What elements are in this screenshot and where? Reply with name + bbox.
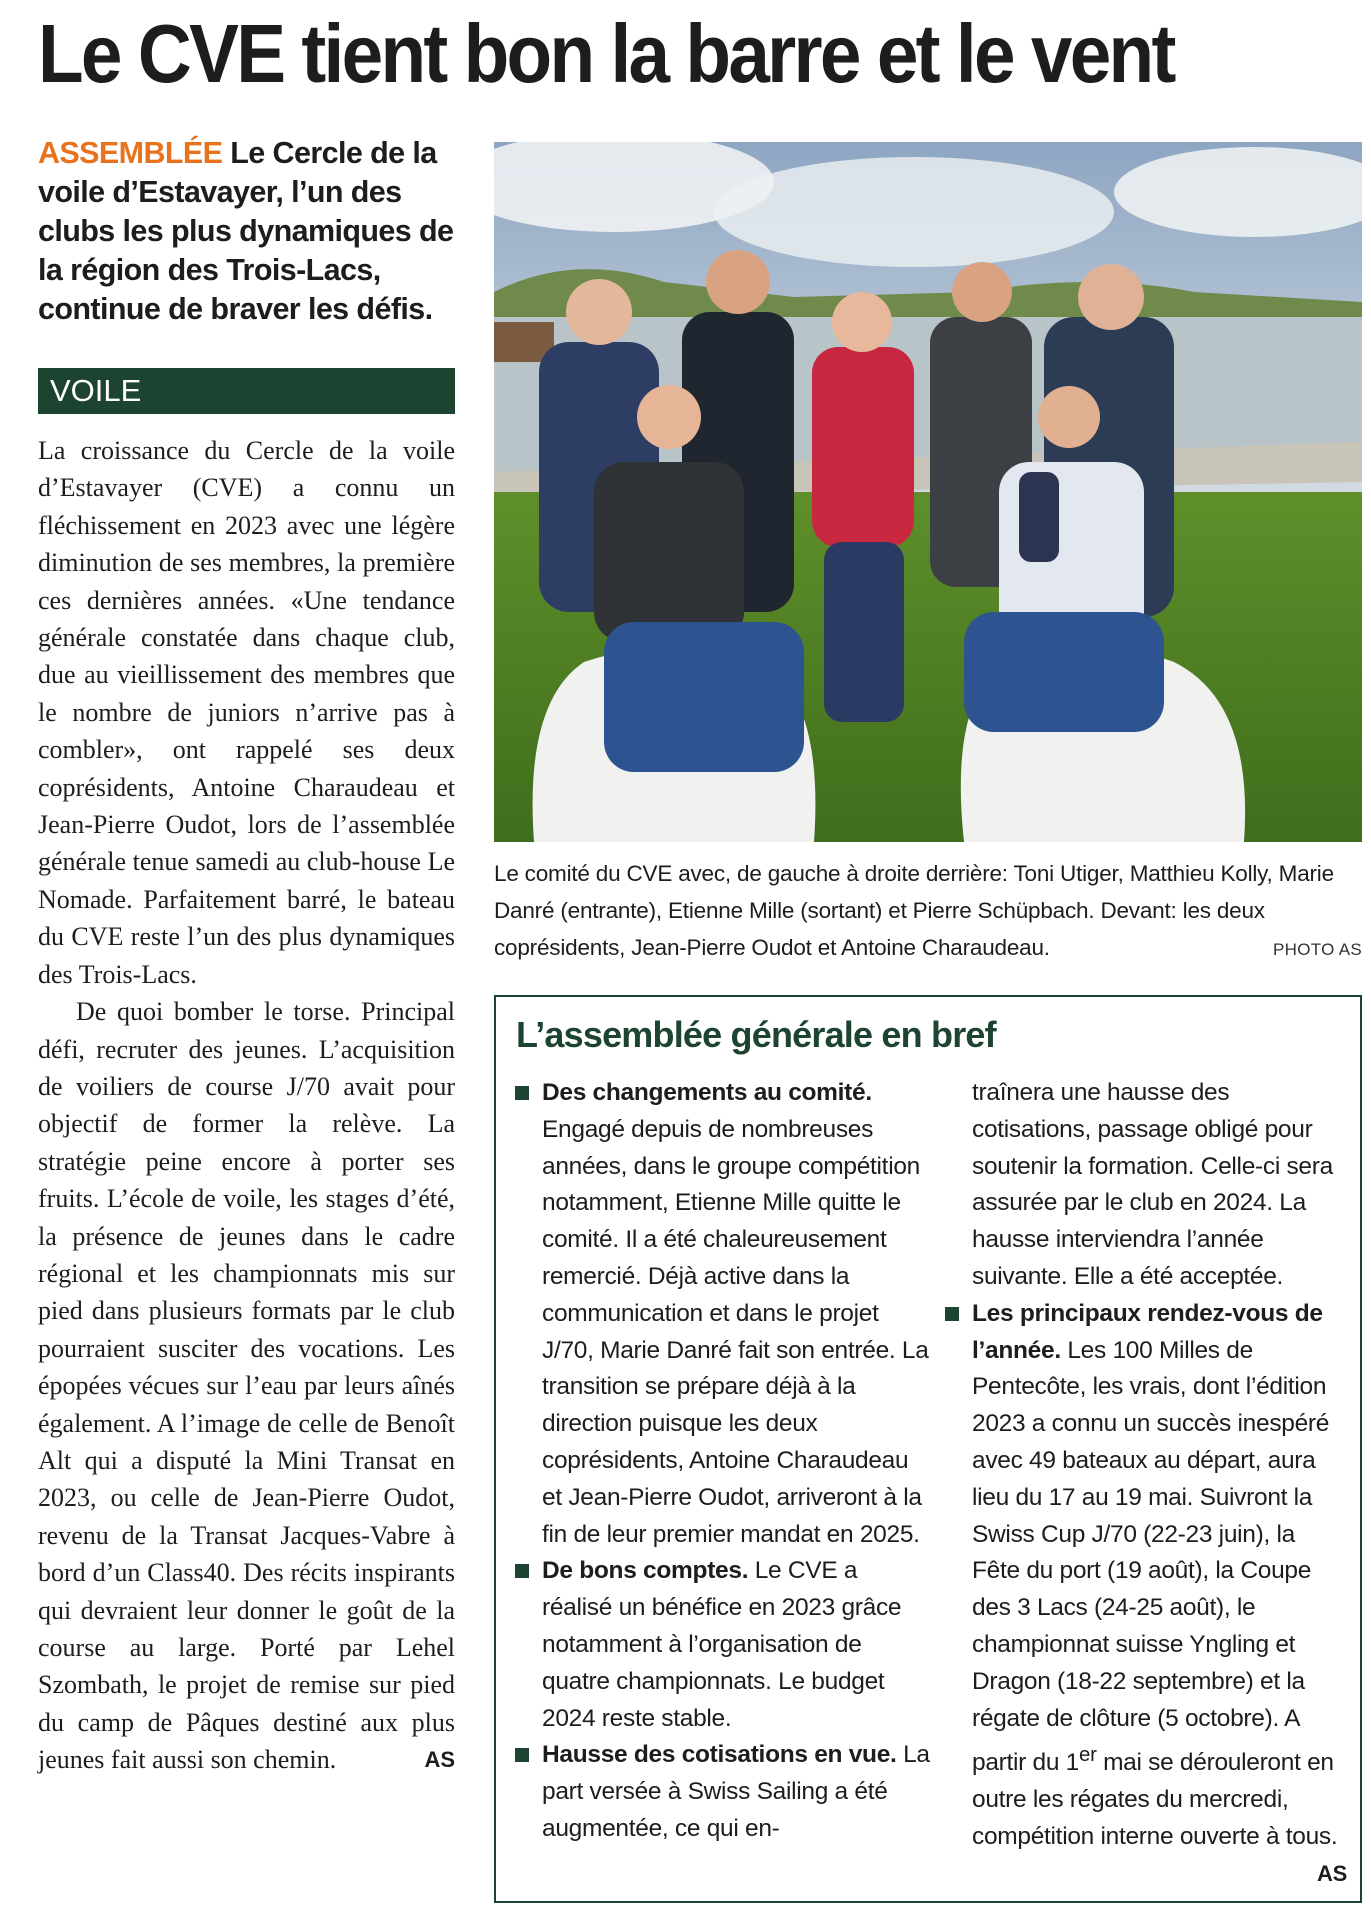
square-bullet-icon bbox=[945, 1307, 959, 1321]
paragraph-1: La croissance du Cercle de la voile d’Estavayer (CVE) a connu un fléchissement en 2023 avec une légère diminution de ses membres, la première ces dernières années. «Une tendance générale constatée dans chaque club, due au vieillissement des membres que le nombre de juniors n’arrive pas à combler», ont rappelé ses deux coprésidents, Antoine Charaudeau et Jean-Pierre Oudot, lors de l’assemblée générale tenue samedi au club-house Le Nomade. Parfaitement barré, le bateau du CVE reste l’un des plus dynamiques des Trois-Lacs. bbox=[38, 436, 455, 989]
article-signature: AS bbox=[424, 1747, 455, 1773]
headline: Le CVE tient bon la barre et le vent bbox=[38, 7, 1174, 100]
brief-item: Des changements au comité. Engagé depuis de nombreuses années, dans le groupe compétition notamment, Etienne Mille quitte le comité. Il a été chaleureusement remercié. Déjà active dans la communication et dans le projet J/70, Marie Danré fait son entrée. La transition se prépare déjà à la direction puisque les deux coprésidents, Antoine Charaudeau et Jean-Pierre Oudot, arriveront à la fin de leur premier mandat en 2025. bbox=[542, 1075, 932, 1553]
brief-item: Hausse des cotisations en vue. La part versée à Swiss Sailing a été augmentée, ce qui en- bbox=[542, 1737, 932, 1847]
square-bullet-icon bbox=[515, 1086, 529, 1100]
brief-item: De bons comptes. Le CVE a réalisé un bénéfice en 2023 grâce notamment à l’organisation de quatre championnats. Le budget 2024 reste stable. bbox=[542, 1553, 932, 1737]
lede bbox=[38, 134, 458, 329]
box-column-left bbox=[542, 1075, 932, 1848]
box-column-right bbox=[972, 1075, 1347, 1893]
square-bullet-icon bbox=[515, 1748, 529, 1762]
box-signature: AS bbox=[1317, 1860, 1347, 1886]
caption-text: Le comité du CVE avec, de gauche à droite derrière: Toni Utiger, Matthieu Kolly, Marie Danré (entrante), Etienne Mille (sortant) et Pierre Schüpbach. Devant: les deux coprésidents, Jean-Pierre Oudot et Antoine Charaudeau. bbox=[494, 861, 1334, 960]
photo-credit: PHOTO AS bbox=[1272, 940, 1362, 959]
lede-tag: ASSEMBLÉE bbox=[38, 136, 223, 170]
paragraph-2: De quoi bomber le torse. Principal défi, recruter des jeunes. L’acquisition de voiliers de course J/70 avait pour objectif de former la relève. La stratégie peine encore à porter ses fruits. L’école de voile, les stages d’été, la présence de jeunes dans le cadre régional et les championnats mis sur pied dans plusieurs formats par le club pourraient susciter des vocations. Les épopées vécues sur l’eau par leurs aînés également. A l’image de celle de Benoît Alt qui a disputé la Mini Transat en 2023, ou celle de Jean-Pierre Oudot, revenu de la Transat Jacques-Vabre à bord d’un Class40. Des récits inspirants qui devraient leur donner le goût de la course au large. Porté par Lehel Szombath, le projet de remise sur pied du camp de Pâques destiné aux plus jeunes fait aussi son chemin. bbox=[38, 997, 455, 1775]
article-body bbox=[38, 432, 455, 1779]
lede-text: Le Cercle de la voile d’Estavayer, l’un des clubs les plus dynamiques de la région des Trois-Lacs, continue de braver les défis. bbox=[38, 136, 454, 326]
brief-item: Les principaux rendez-vous de l’année. Les 100 Milles de Pentecôte, les vrais, dont l’édition 2023 a connu un succès inespéré avec 49 bateaux au départ, aura lieu du 17 au 19 mai. Suivront la Swiss Cup J/70 (22-23 juin), la Fête du port (19 août), la Coupe des 3 Lacs (24-25 août), le championnat suisse Yngling et Dragon (18-22 septembre) et la régate de clôture (5 octobre). A partir du 1er mai se dérouleront en outre les régates du mercredi, compétition interne ouverte à tous. AS bbox=[972, 1296, 1347, 1856]
committee-photo bbox=[494, 142, 1362, 842]
box-title: L’assemblée générale en bref bbox=[516, 1014, 996, 1055]
brief-continuation: traînera une hausse des cotisations, passage obligé pour soutenir la formation. Celle-ci sera assurée par le club en 2024. La hausse interviendra l’année suivante. Elle a été acceptée. bbox=[972, 1079, 1333, 1290]
summary-box bbox=[494, 995, 1362, 1903]
section-rubric: VOILE bbox=[38, 368, 455, 414]
square-bullet-icon bbox=[515, 1564, 529, 1578]
photo-caption bbox=[494, 855, 1362, 968]
